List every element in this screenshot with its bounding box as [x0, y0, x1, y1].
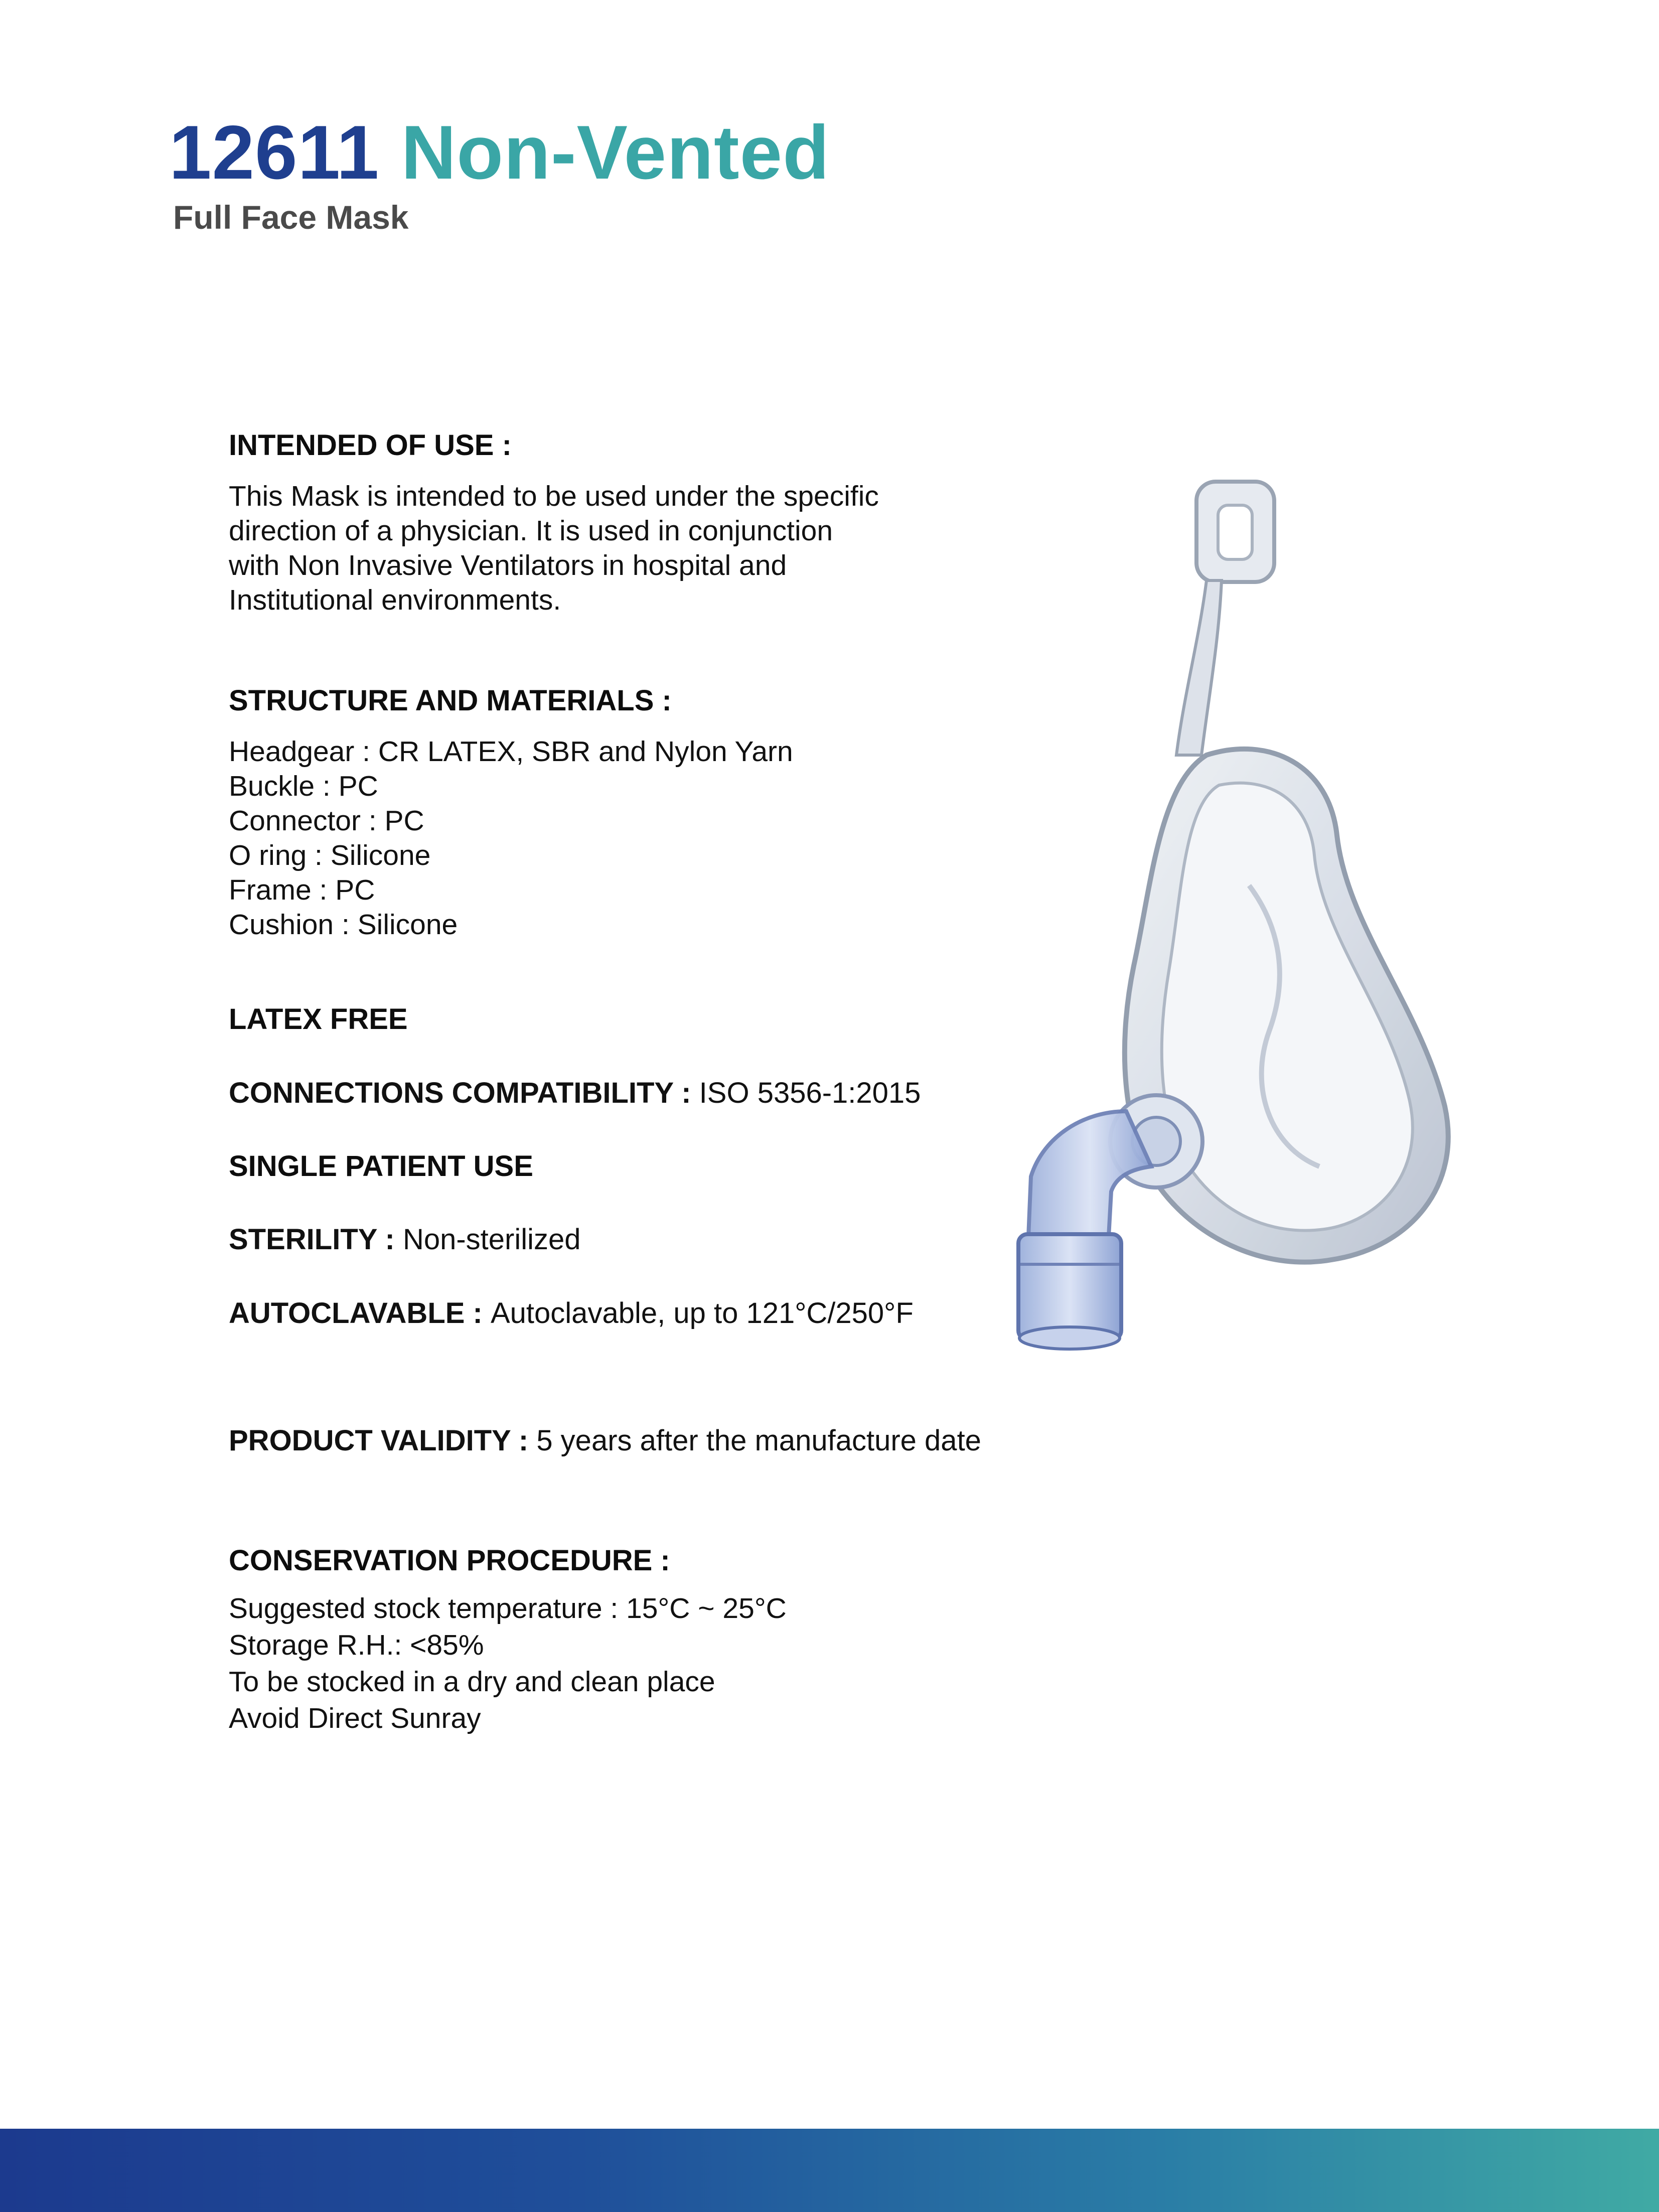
intended-use-line: This Mask is intended to be used under the specific	[229, 480, 879, 512]
connections-row	[229, 1076, 921, 1111]
conservation-heading: CONSERVATION PROCEDURE :	[229, 1544, 670, 1577]
sterility-label: STERILITY :	[229, 1223, 403, 1256]
validity-value: 5 years after the manufacture date	[536, 1424, 981, 1457]
material-item: Cushion : Silicone	[229, 908, 458, 941]
conservation-item: To be stocked in a dry and clean place	[229, 1665, 715, 1698]
material-item: Frame : PC	[229, 873, 375, 906]
sterility-value: Non-sterilized	[402, 1223, 581, 1256]
product-code: 12611	[169, 110, 380, 195]
full-face-mask-image	[1008, 474, 1470, 1377]
intended-use-line: direction of a physician. It is used in conjunction	[229, 514, 833, 547]
autoclavable-row	[229, 1296, 914, 1331]
intended-use-line: with Non Invasive Ventilators in hospital and	[229, 549, 787, 581]
conservation-item: Storage R.H.: <85%	[229, 1629, 484, 1661]
conservation-item: Avoid Direct Sunray	[229, 1702, 481, 1734]
autoclavable-value: Autoclavable, up to 121°C/250°F	[490, 1297, 914, 1330]
validity-row	[229, 1423, 981, 1458]
intended-use-text	[229, 479, 879, 618]
single-patient-use-label: SINGLE PATIENT USE	[229, 1150, 533, 1183]
material-item: Headgear : CR LATEX, SBR and Nylon Yarn	[229, 735, 793, 768]
forehead-strap	[1176, 482, 1274, 755]
footer-gradient-bar	[0, 2129, 1659, 2212]
conservation-item: Suggested stock temperature : 15°C ~ 25°C	[229, 1592, 787, 1625]
material-item: Connector : PC	[229, 804, 424, 837]
conservation-list	[229, 1590, 787, 1737]
structure-heading: STRUCTURE AND MATERIALS :	[229, 684, 672, 717]
connections-value: ISO 5356-1:2015	[699, 1077, 921, 1109]
conservation-section	[229, 1543, 787, 1737]
latex-free-label: LATEX FREE	[229, 1003, 408, 1036]
intended-use-line: Institutional environments.	[229, 583, 561, 616]
product-title	[169, 110, 830, 195]
structure-list	[229, 734, 793, 942]
intended-use-section	[229, 428, 879, 618]
connections-label: CONNECTIONS COMPATIBILITY :	[229, 1077, 699, 1109]
validity-label: PRODUCT VALIDITY :	[229, 1424, 537, 1457]
sterility-row	[229, 1222, 581, 1257]
product-name: Non-Vented	[401, 110, 830, 195]
intended-use-heading: INTENDED OF USE :	[229, 429, 512, 462]
product-subtitle: Full Face Mask	[173, 199, 409, 236]
material-item: O ring : Silicone	[229, 839, 431, 871]
elbow-connector	[1018, 1095, 1202, 1349]
autoclavable-label: AUTOCLAVABLE :	[229, 1297, 491, 1330]
material-item: Buckle : PC	[229, 770, 378, 802]
structure-section	[229, 683, 793, 942]
